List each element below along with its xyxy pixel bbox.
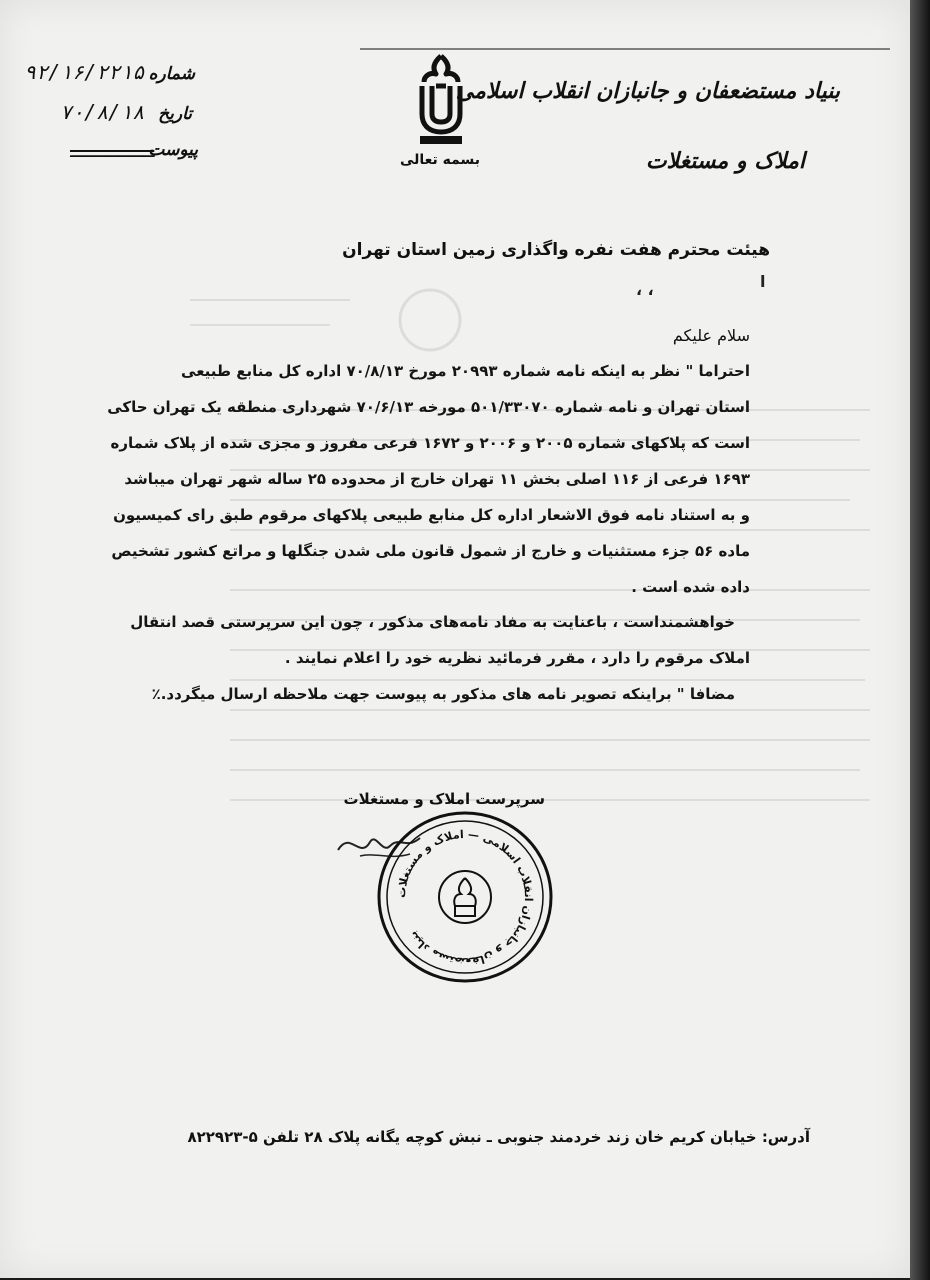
stray-mark: ا [760, 272, 766, 291]
postscript: مضافا " براینکه تصویر نامه های مذکور به پیوست جهت ملاحظه ارسال میگردد.٪ [151, 685, 735, 703]
date-value: ۷۰/۸/۱۸ [60, 100, 145, 124]
body-line: داده شده است . [631, 578, 750, 596]
body-line: و به استناد نامه فوق الاشعار اداره کل منابع طبیعی پلاکهای مرقوم طبق رای کمیسیون [113, 506, 750, 524]
number-label: شماره [148, 64, 195, 84]
svg-text:بنیاد مستضعفان و جانبازان انقل: بنیاد مستضعفان و جانبازان انقلاب اسلامی — املاک و مستغلات [394, 827, 536, 969]
number-value: ۹۲/۱۶/۲۲۱۵ [24, 60, 145, 84]
addressee: هیئت محترم هفت نفره واگذاری زمین استان تهران [342, 240, 770, 260]
body-line: ماده ۵۶ جزء مستثنیات و خارج از شمول قانون ملی شدن جنگلها و مراتع کشور تشخیص [111, 542, 750, 560]
foundation-logo-icon [412, 52, 470, 148]
official-seal [375, 808, 555, 986]
request-line: املاک مرقوم را دارد ، مقرر فرمائید نظریه خود را اعلام نمایند . [284, 649, 750, 667]
body-line: احتراما " نظر به اینکه نامه شماره ۲۰۹۹۳ مورخ ۷۰/۸/۱۳ اداره کل منابع طبیعی [181, 362, 750, 380]
stray-mark: ، ، [636, 280, 654, 299]
body-line: ۱۶۹۳ فرعی از ۱۱۶ اصلی بخش ۱۱ تهران خارج از محدوده ۲۵ ساله شهر تهران میباشد [124, 470, 750, 488]
body-line: است که پلاکهای شماره ۲۰۰۵ و ۲۰۰۶ و ۱۶۷۲ فرعی مفروز و مجزی شده از پلاک شماره [110, 434, 750, 452]
page-edge-shadow [910, 0, 930, 1280]
footer-address: آدرس: خیابان کریم خان زند خردمند جنوبی ـ نبش کوچه یگانه پلاک ۲۸ تلفن ۵-۸۲۲۹۲۳ [187, 1128, 810, 1146]
attachment-value: ـــــــ [70, 138, 155, 162]
signer-title: سرپرست املاک و مستغلات [343, 790, 545, 808]
date-label: تاریخ [158, 104, 192, 124]
department-name: املاک و مستغلات [645, 148, 805, 174]
greeting: سلام علیکم [672, 326, 750, 345]
request-line: خواهشمنداست ، باعنایت به مفاد نامه‌های مذکور ، چون این سرپرستی قصد انتقال [130, 613, 735, 631]
top-rule [360, 48, 890, 50]
organization-name: بنیاد مستضعفان و جانبازان انقلاب اسلامی [455, 78, 840, 104]
basmala: بسمه تعالی [399, 152, 481, 168]
attachment-label: پیوست [148, 140, 198, 160]
body-line: استان تهران و نامه شماره ۵۰۱/۳۳۰۷۰ مورخه ۷۰/۶/۱۳ شهرداری منطقه یک تهران حاکی [107, 398, 750, 416]
